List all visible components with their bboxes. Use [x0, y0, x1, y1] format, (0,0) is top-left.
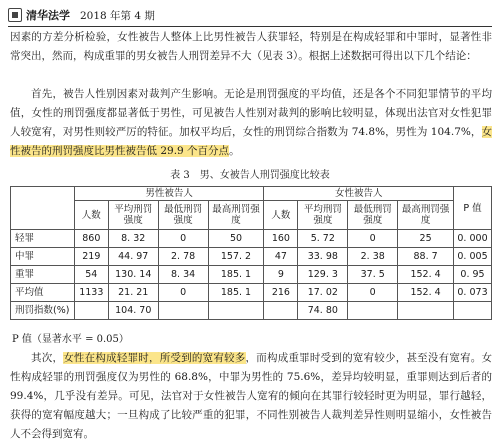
- paragraph-first-text: 首先，被告人性别因素对裁判产生影响。无论是刑罚强度的平均值，还是各个不同犯罪情节的平均值，女性的刑罚强度都显著低于男性，可见被告人性别对裁判的影响比较明显，体现出法官对女性犯罪人较宽宥，对男性则较严厉的特征。加权平均后，女性的刑罚综合指数为 74.8%，男性为 104.7%，: [10, 88, 492, 138]
- issue-number: 2018 年第 4 期: [80, 9, 155, 22]
- table-row: [11, 284, 492, 302]
- cell: 219: [74, 248, 108, 266]
- row-label: 刑罚指数(%): [11, 302, 75, 320]
- male-min-header: 最低刑罚强度: [158, 201, 208, 230]
- table-row: [11, 230, 492, 248]
- cell: 185. 1: [208, 284, 264, 302]
- table-row: [11, 266, 492, 284]
- cell: 88. 7: [398, 248, 454, 266]
- cell: 0: [348, 230, 398, 248]
- row-label: 重罪: [11, 266, 75, 284]
- cell: 37. 5: [348, 266, 398, 284]
- paragraph-first-end: 。: [229, 145, 240, 157]
- cell: 50: [208, 230, 264, 248]
- highlighted-sentence: 女性被告的刑罚强度比男性被告低 29.9 个百分点: [10, 126, 492, 157]
- corner-cell: [11, 187, 75, 230]
- cell: 2. 38: [348, 248, 398, 266]
- female-avg-header: 平均刑罚强度: [298, 201, 348, 230]
- paragraph-first-conclusion: [10, 85, 492, 161]
- paragraph-second-conclusion: [10, 349, 492, 444]
- cell: 17. 02: [298, 284, 348, 302]
- cell: 5. 72: [298, 230, 348, 248]
- table-group-header-row: [11, 187, 492, 201]
- cell: 104. 70: [108, 302, 158, 320]
- highlighted-phrase: 女性在构成轻罪时，所受到的宽宥较多: [63, 352, 246, 364]
- row-label: 轻罪: [11, 230, 75, 248]
- cell: 8. 34: [158, 266, 208, 284]
- table-note: P 值（显著水平 = 0.05）: [12, 334, 129, 345]
- comparison-table: [10, 186, 492, 320]
- cell: 8. 32: [108, 230, 158, 248]
- cell: [264, 302, 298, 320]
- cell: [158, 302, 208, 320]
- cell: 0. 000: [454, 230, 492, 248]
- cell: 54: [74, 266, 108, 284]
- female-max-header: 最高刑罚强度: [398, 201, 454, 230]
- table-row-index: [11, 302, 492, 320]
- cell: [454, 302, 492, 320]
- paragraph-intro: [10, 28, 492, 66]
- table-column-header-row: [11, 201, 492, 230]
- female-min-header: 最低刑罚强度: [348, 201, 398, 230]
- cell: [398, 302, 454, 320]
- cell: 0. 073: [454, 284, 492, 302]
- cell: 157. 2: [208, 248, 264, 266]
- male-avg-header: 平均刑罚强度: [108, 201, 158, 230]
- paragraph-second-text: ，而构成重罪时受到的宽宥较少，甚至没有宽宥。女性构成轻罪的刑罚强度仅为男性的 68.8%，中罪为男性的 75.6%，差异均较明显，重罪则达到后者的 99.4%，几乎没有差异。可见，法官对于女性被告人宽宥的倾向在其罪行较轻时更为明显，罪行越轻，获得的宽宥幅度越大；一旦构成了比较严重的犯罪，不同性别被告人裁判差异性则明显缩小，女性被告人不会得到宽宥。: [10, 352, 493, 440]
- cell: 0. 95: [454, 266, 492, 284]
- cell: 1133: [74, 284, 108, 302]
- cell: [208, 302, 264, 320]
- cell: 2. 78: [158, 248, 208, 266]
- cell: 152. 4: [398, 266, 454, 284]
- cell: 33. 98: [298, 248, 348, 266]
- male-max-header: 最高刑罚强度: [208, 201, 264, 230]
- male-group-header: 男性被告人: [74, 187, 264, 201]
- cell: 0: [158, 230, 208, 248]
- table-row: [11, 248, 492, 266]
- cell: 47: [264, 248, 298, 266]
- journal-name: 清华法学: [26, 9, 70, 22]
- cell: [348, 302, 398, 320]
- cell: 74. 80: [298, 302, 348, 320]
- cell: 44. 97: [108, 248, 158, 266]
- cell: 9: [264, 266, 298, 284]
- running-header: [8, 4, 492, 27]
- cell: 130. 14: [108, 266, 158, 284]
- cell: 860: [74, 230, 108, 248]
- table-title: 表 3 男、女被告人刑罚强度比较表: [170, 170, 330, 181]
- male-count-header: 人数: [74, 201, 108, 230]
- cell: 160: [264, 230, 298, 248]
- journal-logo-icon: [8, 8, 22, 22]
- row-label: 中罪: [11, 248, 75, 266]
- p-value-header: P 值: [454, 187, 492, 230]
- female-group-header: 女性被告人: [264, 187, 454, 201]
- cell: 129. 3: [298, 266, 348, 284]
- female-count-header: 人数: [264, 201, 298, 230]
- cell: 21. 21: [108, 284, 158, 302]
- cell: 0. 005: [454, 248, 492, 266]
- paragraph-intro-text: 因素的方差分析检验，女性被告人整体上比男性被告人获罪轻，特别是在构成轻罪和中罪时，显著性非常突出，然而，构成重罪的男女被告人刑罚差异不大（见表 3）。根据上述数据可得出以下几个结论：: [10, 31, 492, 62]
- cell: 0: [158, 284, 208, 302]
- cell: 185. 1: [208, 266, 264, 284]
- cell: [74, 302, 108, 320]
- paragraph-second-start: 其次，: [31, 352, 64, 364]
- row-label: 平均值: [11, 284, 75, 302]
- cell: 0: [348, 284, 398, 302]
- cell: 152. 4: [398, 284, 454, 302]
- cell: 25: [398, 230, 454, 248]
- cell: 216: [264, 284, 298, 302]
